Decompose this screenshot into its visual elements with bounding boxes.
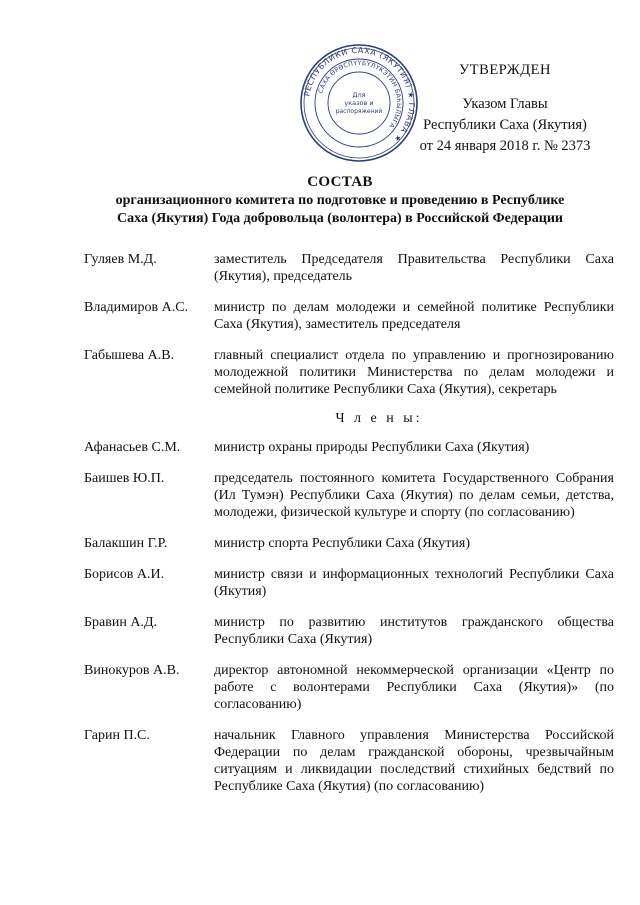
member-role: заместитель Председателя Правительства Республики Саха (Якутия), председатель	[214, 252, 614, 284]
member-name: Гарин П.С.	[84, 728, 150, 743]
member-name: Балакшин Г.Р.	[84, 536, 168, 551]
member-row	[84, 727, 614, 795]
member-row	[84, 566, 614, 600]
member-role: начальник Главного управления Министерства Российской Федерации по делам гражданской обороны, чрезвычайным ситуациям и ликвидации последствий стихийных бедствий по Республике Саха (Якутия) (по согласованию)	[214, 728, 614, 794]
member-row	[84, 439, 614, 456]
member-name: Афанасьев С.М.	[84, 440, 181, 455]
member-role: председатель постоянного комитета Государственного Собрания (Ил Тумэн) Республики Саха (Якутия) по делам семьи, детства, молодежи, физической культуре и спорту (по согласованию)	[214, 471, 614, 520]
leadership-row	[84, 347, 614, 398]
committee-list	[84, 251, 614, 809]
approved-label: УТВЕРЖДЕН	[459, 62, 551, 78]
member-name: Винокуров А.В.	[84, 663, 180, 678]
member-row	[84, 662, 614, 713]
svg-text:указов и: указов и	[344, 99, 374, 107]
member-role: директор автономной некоммерческой организации «Центр по работе с волонтерами Республики Саха (Якутия)» (по согласованию)	[214, 663, 614, 712]
member-role: министр по делам молодежи и семейной политике Республики Саха (Якутия), заместитель председателя	[214, 300, 614, 332]
member-row	[84, 535, 614, 552]
member-role: министр по развитию институтов гражданского общества Республики Саха (Якутия)	[214, 615, 614, 647]
member-name: Гуляев М.Д.	[84, 252, 157, 267]
member-row	[84, 614, 614, 648]
member-role: министр охраны природы Республики Саха (Якутия)	[214, 440, 530, 455]
svg-text:распоряжений: распоряжений	[335, 108, 383, 115]
approval-line-2: Республики Саха (Якутия)	[423, 117, 587, 134]
title-subtitle-line-2: Саха (Якутия) Года добровольца (волонтера) в Российской Федерации	[117, 210, 563, 226]
members-heading: Ч л е н ы:	[335, 411, 423, 426]
member-name: Габышева А.В.	[84, 348, 175, 363]
member-role: министр спорта Республики Саха (Якутия)	[214, 536, 470, 551]
title-main: СОСТАВ	[307, 174, 373, 190]
approval-line-1: Указом Главы	[462, 96, 548, 113]
title-subtitle-line-1: организационного комитета по подготовке и проведению в Республике	[115, 192, 565, 208]
leadership-row	[84, 251, 614, 285]
member-role: главный специалист отдела по управлению и прогнозированию молодежной политики Министерства по делам молодежи и семейной политике Республики Саха (Якутия), секретарь	[214, 348, 614, 397]
svg-text:РЕСПУБЛИКИ САХА (ЯКУТИЯ) ★ ГЛА: РЕСПУБЛИКИ САХА (ЯКУТИЯ) ★ ГЛАВА ★	[302, 45, 417, 145]
svg-text:САХА ӨРӨСПҮҮБҮЛҮКЭТИН БАҺЫЛЫГА: САХА ӨРӨСПҮҮБҮЛҮКЭТИН БАҺЫЛЫГА	[317, 59, 403, 130]
member-role: министр связи и информационных технологий Республики Саха (Якутия)	[214, 567, 614, 599]
approval-block	[395, 60, 615, 157]
document-title	[70, 173, 610, 228]
member-name: Бравин А.Д.	[84, 615, 158, 630]
member-row	[84, 470, 614, 521]
approval-line-3: от 24 января 2018 г. № 2373	[419, 138, 591, 155]
leadership-row	[84, 299, 614, 333]
member-name: Владимиров А.С.	[84, 300, 189, 315]
member-name: Борисов А.И.	[84, 567, 165, 582]
member-name: Баишев Ю.П.	[84, 471, 165, 486]
svg-text:Для: Для	[352, 91, 366, 99]
